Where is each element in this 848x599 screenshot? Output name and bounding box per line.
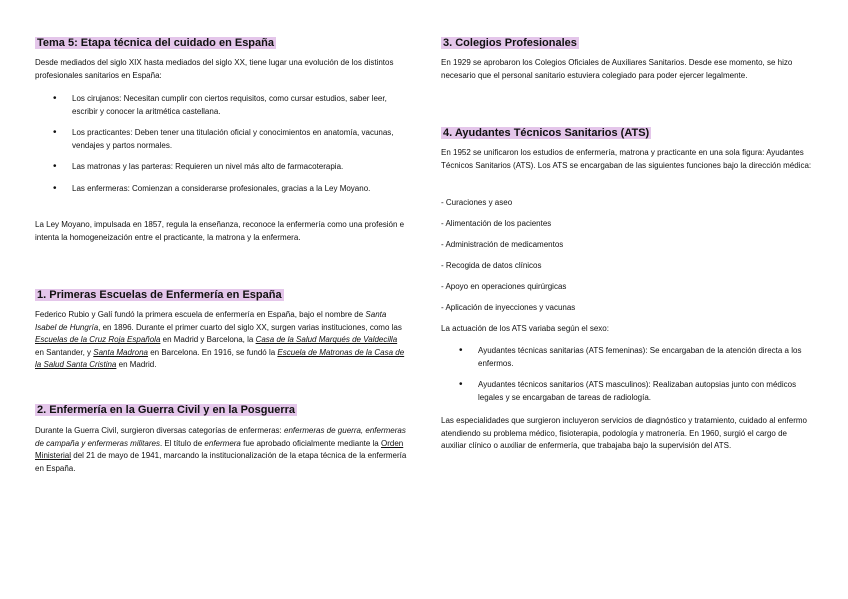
section-1-title: 1. Primeras Escuelas de Enfermería en España xyxy=(37,289,282,301)
section-3-title: 3. Colegios Profesionales xyxy=(443,37,577,49)
list-item: • Ayudantes técnicos sanitarios (ATS masculinos): Realizaban autopsias junto con médicos legales y se encargaban de tareas de radiología. xyxy=(441,379,813,404)
section-4-intro: En 1952 se unificaron los estudios de enfermería, matrona y practicante en una sola figura: Ayudantes Técnicos Sanitarios (ATS). Los ATS se encargaban de las siguientes funciones bajo la dirección médica: xyxy=(441,148,812,170)
santa-isabel-text: Santa Isabel de Hungría xyxy=(35,310,387,332)
enfermera-text: enfermera xyxy=(204,438,241,448)
sex-intro: La actuación de los ATS variaba según el sexo: xyxy=(441,324,609,333)
section-2-paragraph: Durante la Guerra Civil, surgieron diversas categorías de enfermeras: enfermeras de guerra, enfermeras de campaña y enfermeras militares. El título de enfermera fue aprobado oficialmente mediante la Orden Ministerial del 21 de mayo de 1941, marcando la institucionalización de la etapa técnica de la enfermería en España. xyxy=(35,426,407,473)
list-item: • Ayudantes técnicas sanitarias (ATS femeninas): Se encargaban de la atención directa a los enfermos. xyxy=(441,345,813,370)
ats-sex-list xyxy=(441,345,813,413)
section-1-paragraph: Federico Rubio y Galí fundó la primera escuela de enfermería en España, bajo el nombre de Santa Isabel de Hungría, en 1896. Durante el primer cuarto del siglo XX, surgen varias instituciones, como las Escuelas de la Cruz Roja Española en Madrid y Barcelona, la Casa de la Salud Marqués de Valdecilla en Santander, y Santa Madrona en Barcelona. En 1916, se fundó la Escuela de Matronas de la Casa de la Salud Santa Cristina en Madrid. xyxy=(35,310,405,370)
function-item: - Recogida de datos clínicos xyxy=(441,261,542,270)
function-item: - Aplicación de inyecciones y vacunas xyxy=(441,303,576,312)
function-item: - Curaciones y aseo xyxy=(441,198,513,207)
cruz-roja-link[interactable]: Escuelas de la Cruz Roja Española xyxy=(35,335,161,345)
list-item: • Los practicantes: Deben tener una titulación oficial y conocimientos en anatomía, vacunas, vendajes y partos normales. xyxy=(35,127,407,152)
function-item: - Administración de medicamentos xyxy=(441,240,564,249)
tema-title: Tema 5: Etapa técnica del cuidado en España xyxy=(37,37,274,49)
intro-paragraph: Desde mediados del siglo XIX hasta mediados del siglo XX, tiene lugar una evolución de los distintos profesionales sanitarios en España: xyxy=(35,58,394,80)
section-4-title: 4. Ayudantes Técnicos Sanitarios (ATS) xyxy=(443,127,650,139)
list-item: • Las matronas y las parteras: Requieren un nivel más alto de farmacoterapia. xyxy=(35,161,407,174)
orden-ministerial-link[interactable]: Orden Ministerial xyxy=(35,438,404,461)
list-item: • Los cirujanos: Necesitan cumplir con ciertos requisitos, como cursar estudios, saber leer, escribir y conocer la aritmética castellana. xyxy=(35,93,407,118)
closing-paragraph: Las especialidades que surgieron incluyeron servicios de diagnóstico y tratamiento, cuidado al enfermo atendiendo su problema médico, fisioterapia, podología y matronería. En 1960, surgió el cargo de auxiliar clínico o auxiliar de enfermería, que trabajaba bajo la supervisión del ATS. xyxy=(441,416,807,451)
escuela-matronas-link[interactable]: Escuela de Matronas de la Casa de la Salud Santa Cristina xyxy=(35,347,405,370)
ley-moyano-paragraph: La Ley Moyano, impulsada en 1857, regula la enseñanza, reconoce la enfermería como una profesión e intenta la homogeneización entre el practicante, la matrona y la enfermera. xyxy=(35,220,405,242)
professionals-list xyxy=(35,93,407,205)
valdecilla-link[interactable]: Casa de la Salud Marqués de Valdecilla xyxy=(255,335,398,345)
section-3-paragraph: En 1929 se aprobaron los Colegios Oficiales de Auxiliares Sanitarios. Desde ese momento, se hizo necesario que el personal sanitario estuviera colegiado para poder ejercer legalmente. xyxy=(441,58,793,80)
list-item: • Las enfermeras: Comienzan a considerarse profesionales, gracias a la Ley Moyano. xyxy=(35,183,407,196)
santa-madrona-link[interactable]: Santa Madrona xyxy=(93,347,148,357)
section-2-title: 2. Enfermería en la Guerra Civil y en la Posguerra xyxy=(37,404,296,416)
function-item: - Apoyo en operaciones quirúrgicas xyxy=(441,282,567,291)
categories-text: enfermeras de guerra, enfermeras de campaña y enfermeras militares xyxy=(35,426,406,448)
function-item: - Alimentación de los pacientes xyxy=(441,219,552,228)
